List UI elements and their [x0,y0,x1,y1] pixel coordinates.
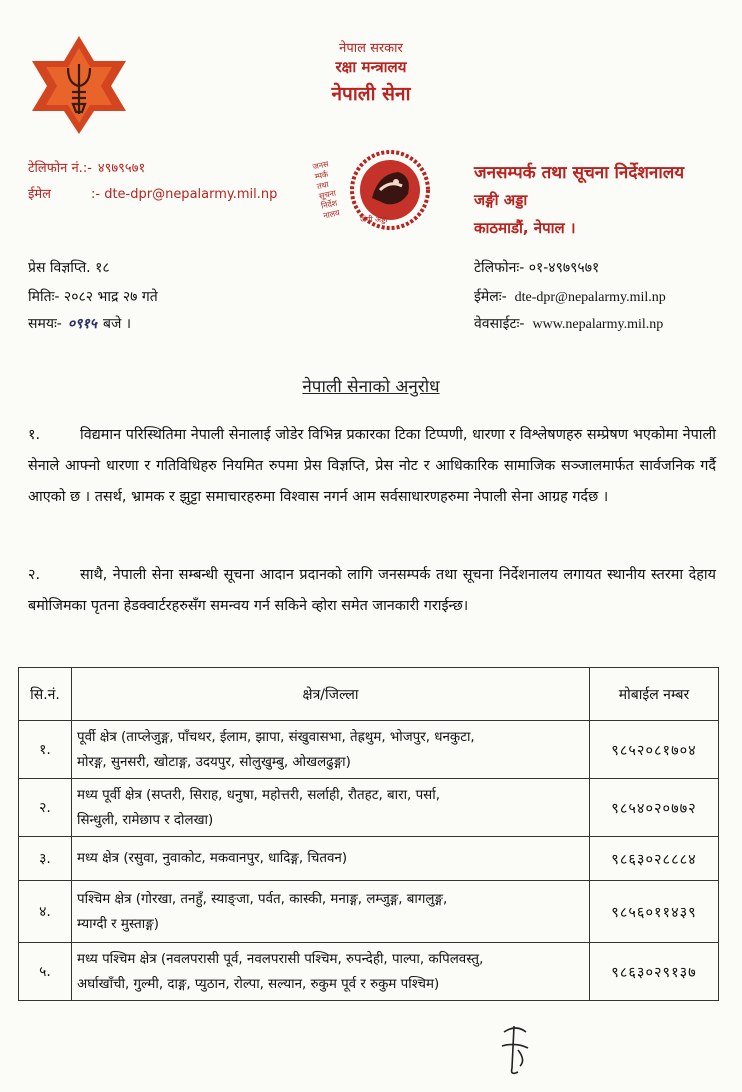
seal-text-bottom: जंगी अड्डा [360,215,388,224]
header-ministry: रक्षा मन्त्रालय [335,58,407,76]
contact-website-right: वेवसाईटः- www.nepalarmy.mil.np [474,316,664,332]
header-serial: सि.नं. [19,668,72,721]
regional-contacts-table [18,667,719,1001]
paragraph-1: १. विद्यमान परिस्थितिमा नेपाली सेनालाई जोडेर विभिन्न प्रकारका टिका टिप्पणी, धारणा र विश्लेषणहरु सम्प्रेषण भएकोमा नेपाली सेनाले आफ्नो धारणा र गतिविधिहरु नियमित रुपमा प्रेस विज्ञप्ति, प्रेस नोट र आधिकारिक सामाजिक सञ्जालमार्फत सार्वजनिक गर्दै आएको छ । तसर्थ, भ्रामक र झुट्टा समाचारहरुमा विश्वास नगर्न आम सर्वसाधारणहरुमा नेपाली सेना आग्रह गर्दछ । [28,427,716,505]
table-row: १. पूर्वी क्षेत्र (ताप्लेजुङ्ग, पाँचथर, ईलाम, झापा, संखुवासभा, तेह्रथुम, भोजपुर, धनकुटा, मोरङ्ग, सुनसरी, खोटाङ्ग, उदयपुर, सोलुखुम्बु, ओखलढुङ्गा) ९८५२०८१७०४ [19,721,719,779]
press-release-time: समयः- ०९१५ बजे । [28,316,132,332]
press-release-date: मितिः- २०८२ भाद्र २७ गते [28,289,158,305]
contact-email-left: ईमेल :- dte-dpr@nepalarmy.mil.np [28,187,278,202]
header-army: नेपाली सेना [331,83,411,105]
paragraph-2: २. साथै, नेपाली सेना सम्बन्धी सूचना आदान प्रदानको लागि जनसम्पर्क तथा सूचना निर्देशनालय लगायत स्थानीय स्तरमा देहाय बमोजिमका पृतना हेडक्वार्टरहरुसँग समन्वय गर्न सकिने व्होरा समेत जानकारी गराईन्छ। [28,567,716,614]
table-row: ५. मध्य पश्चिम क्षेत्र (नवलपरासी पूर्व, नवलपरासी पश्चिम, रुपन्देही, पाल्पा, कपिलवस्तु, अर्घाखाँची, गुल्मी, दाङ्ग, प्युठान, रोल्पा, सल्यान, रुकुम पूर्व र रुकुम पश्चिम) ९८६३०२९१३७ [19,943,719,1001]
seal-text-left: जनसम्पर्क तथा सूचना निर्देशनालय [311,159,341,221]
contact-phone-left: टेलिफोन नं.:- ४९७९५७१ [28,161,146,176]
table-row: २. मध्य पूर्वी क्षेत्र (सप्तरी, सिराह, धनुषा, महोत्तरी, सर्लाही, रौतहट, बारा, पर्सा, सिन्धुली, रामेछाप र दोलखा) ९८५४०२०७७२ [19,779,719,837]
contact-phone-right: टेलिफोनः- ०१-४९७९५७१ [474,260,600,276]
contact-email-right: ईमेलः- dte-dpr@nepalarmy.mil.np [474,289,666,305]
document-title: नेपाली सेनाको अनुरोध [302,377,440,397]
signature-icon [496,1020,536,1078]
directorate-location: जङ्गी अड्डा [474,191,528,209]
header-government: नेपाल सरकार [339,41,403,56]
directorate-city: काठमाडौं, नेपाल । [474,219,576,237]
table-row: ४. पश्चिम क्षेत्र (गोरखा, तनहुँ, स्याङ्जा, पर्वत, कास्की, मनाङ्ग, लम्जुङ्ग, बागलुङ्ग, म्याग्दी र मुस्ताङ्ग) ९८५६०११४३९ [19,881,719,943]
header-region: क्षेत्र/जिल्ला [72,668,590,721]
table-header-row [19,668,719,721]
table-row: ३. मध्य क्षेत्र (रसुवा, नुवाकोट, मकवानपुर, धादिङ्ग, चितवन) ९८६३०२८८८४ [19,837,719,881]
handwritten-time: ०९१५ [67,316,97,332]
directorate-seal-icon [320,146,450,244]
directorate-title: जनसम्पर्क तथा सूचना निर्देशनालय [474,163,685,183]
header-mobile: मोबाईल नम्बर [590,668,719,721]
press-release-number: प्रेस विज्ञप्ति. १८ [28,260,110,276]
